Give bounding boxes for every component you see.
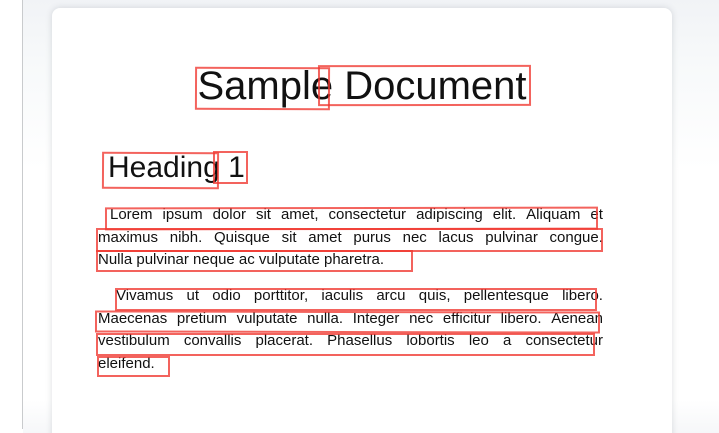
ocr-line	[98, 249, 603, 272]
ocr-line	[98, 330, 603, 353]
paragraph-2	[98, 285, 603, 375]
viewer-canvas[interactable]	[23, 0, 719, 433]
section-heading-block	[52, 150, 672, 185]
paragraph-1	[98, 204, 603, 272]
paragraph-line: Vivamus ut odio porttitor, iaculis arcu quis, pellentesque libero.	[116, 287, 603, 304]
paragraph-line: eleifend.	[98, 354, 155, 372]
side-rail	[0, 0, 23, 429]
section-heading: Heading 1	[108, 151, 245, 184]
paragraph-line: Nulla pulvinar neque ac vulputate pharetra.	[98, 251, 385, 268]
paragraph-line: Maecenas pretium vulputate nulla. Integer nec efficitur libero. Aenean	[98, 309, 603, 327]
ocr-line	[98, 227, 603, 250]
ocr-line	[98, 204, 603, 227]
paragraph-line: Lorem ipsum dolor sit amet, consectetur adipiscing elit. Aliquam et	[110, 206, 603, 223]
ocr-line	[98, 308, 603, 331]
paragraph-line: vestibulum convallis placerat. Phasellus lobortis leo a consectetur	[98, 332, 603, 349]
paragraph-line: maximus nibh. Quisque sit amet purus nec lacus pulvinar congue.	[98, 228, 603, 246]
document-page	[52, 8, 672, 433]
document-title: Sample Document	[197, 64, 527, 108]
ocr-line	[98, 285, 603, 308]
document-title-block	[52, 64, 672, 109]
ocr-line	[98, 353, 603, 376]
